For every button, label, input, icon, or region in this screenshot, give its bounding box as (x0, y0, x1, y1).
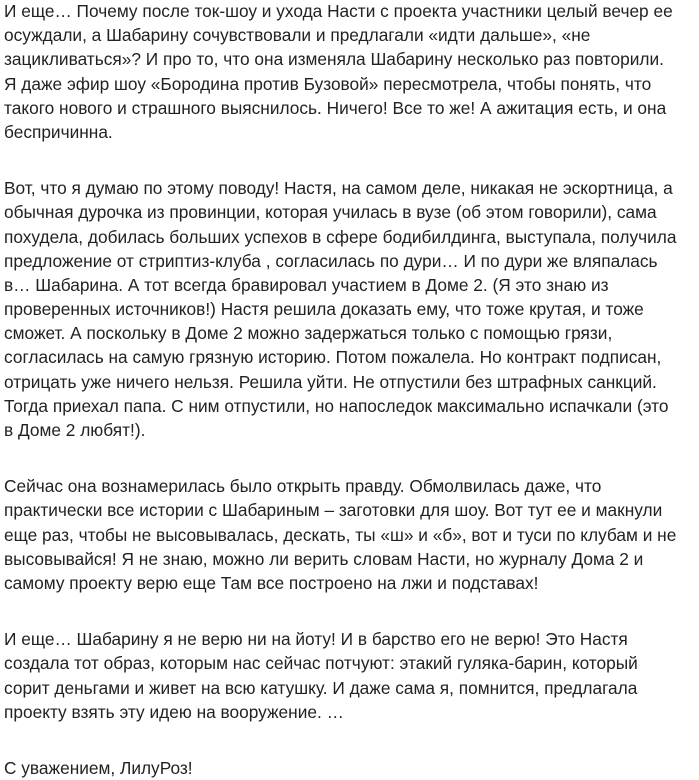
text-line: предложение от стриптиз-клуба , согласилась по дури… И по дури же вляпалась (4, 250, 658, 271)
text-line: Сейчас она вознамерилась было открыть правду. Обмолвилась даже, что (4, 476, 602, 497)
text-line: проверенных источников!) Настя решила доказать ему, что тоже крутая, и тоже (4, 299, 644, 320)
text-line: высовывайся! Я не знаю, можно ли верить словам Насти, но журналу Дома 2 и (4, 548, 644, 569)
paragraph-3 (4, 474, 696, 595)
text-line: проекту взять эту идею на вооружение. … (4, 701, 344, 722)
signature (4, 756, 696, 780)
signature-line: С уважением, ЛилуРоз! (4, 757, 193, 778)
text-line: отрицать уже ничего нельзя. Решила уйти. Не отпустили без штрафных санкций. (4, 371, 657, 392)
paragraph-1 (4, 0, 696, 144)
text-line: в… Шабарина. А тот всегда бравировал участием в Доме 2. (Я это знаю из (4, 274, 609, 295)
text-line: осуждали, а Шабарину сочувствовали и предлагали «идти дальше», «не (4, 25, 591, 46)
text-line: практически все истории с Шабариным – заготовки для шоу. Вот тут ее и макнули (4, 500, 663, 521)
text-line: сорит деньгами и живет на всю катушку. И даже сама я, помнится, предлагала (4, 677, 638, 698)
text-line: самому проекту верю еще Там все построено на лжи и подставах! (4, 572, 539, 593)
text-line: И еще… Почему после ток-шоу и ухода Насти с проекта участники целый вечер ее (4, 1, 673, 21)
text-line: Вот, что я думаю по этому поводу! Настя, на самом деле, никакая не эскортница, а (4, 178, 673, 199)
text-line: И еще… Шабарину я не верю ни на йоту! И в барство его не верю! Это Настя (4, 629, 628, 650)
text-line: такого нового и страшного выяснилось. Ничего! Все то же! А ажитация есть, и она (4, 97, 667, 118)
text-line: обычная дурочка из провинции, которая училась в вузе (об этом говорили), сама (4, 202, 657, 223)
text-line: еще раз, чтобы не высовывалась, дескать, ты «ш» и «б», вот и туси по клубам и не (4, 524, 677, 545)
text-line: в Доме 2 любят!). (4, 420, 146, 440)
text-line: зацикливаться»? И про то, что она изменяла Шабарину несколько раз повторили. (4, 49, 664, 70)
text-line: создала тот образ, которым нас сейчас потчуют: этакий гуляка-барин, который (4, 653, 638, 674)
text-line: Тогда приехал папа. С ним отпустили, но напоследок максимально испачкали (это (4, 395, 669, 416)
paragraph-2 (4, 176, 696, 442)
text-line: сможет. А поскольку в Доме 2 можно задержаться только с помощью грязи, (4, 323, 613, 344)
text-line: Я даже эфир шоу «Бородина против Бузовой» пересмотрела, чтобы понять, что (4, 73, 652, 94)
text-line: похудела, добилась больших успехов в сфере бодибилдинга, выступала, получила (4, 226, 677, 247)
paragraph-4 (4, 627, 696, 724)
text-line: беспричинна. (4, 121, 113, 142)
text-line: согласилась на самую грязную историю. Потом пожалела. Но контракт подписан, (4, 347, 662, 368)
